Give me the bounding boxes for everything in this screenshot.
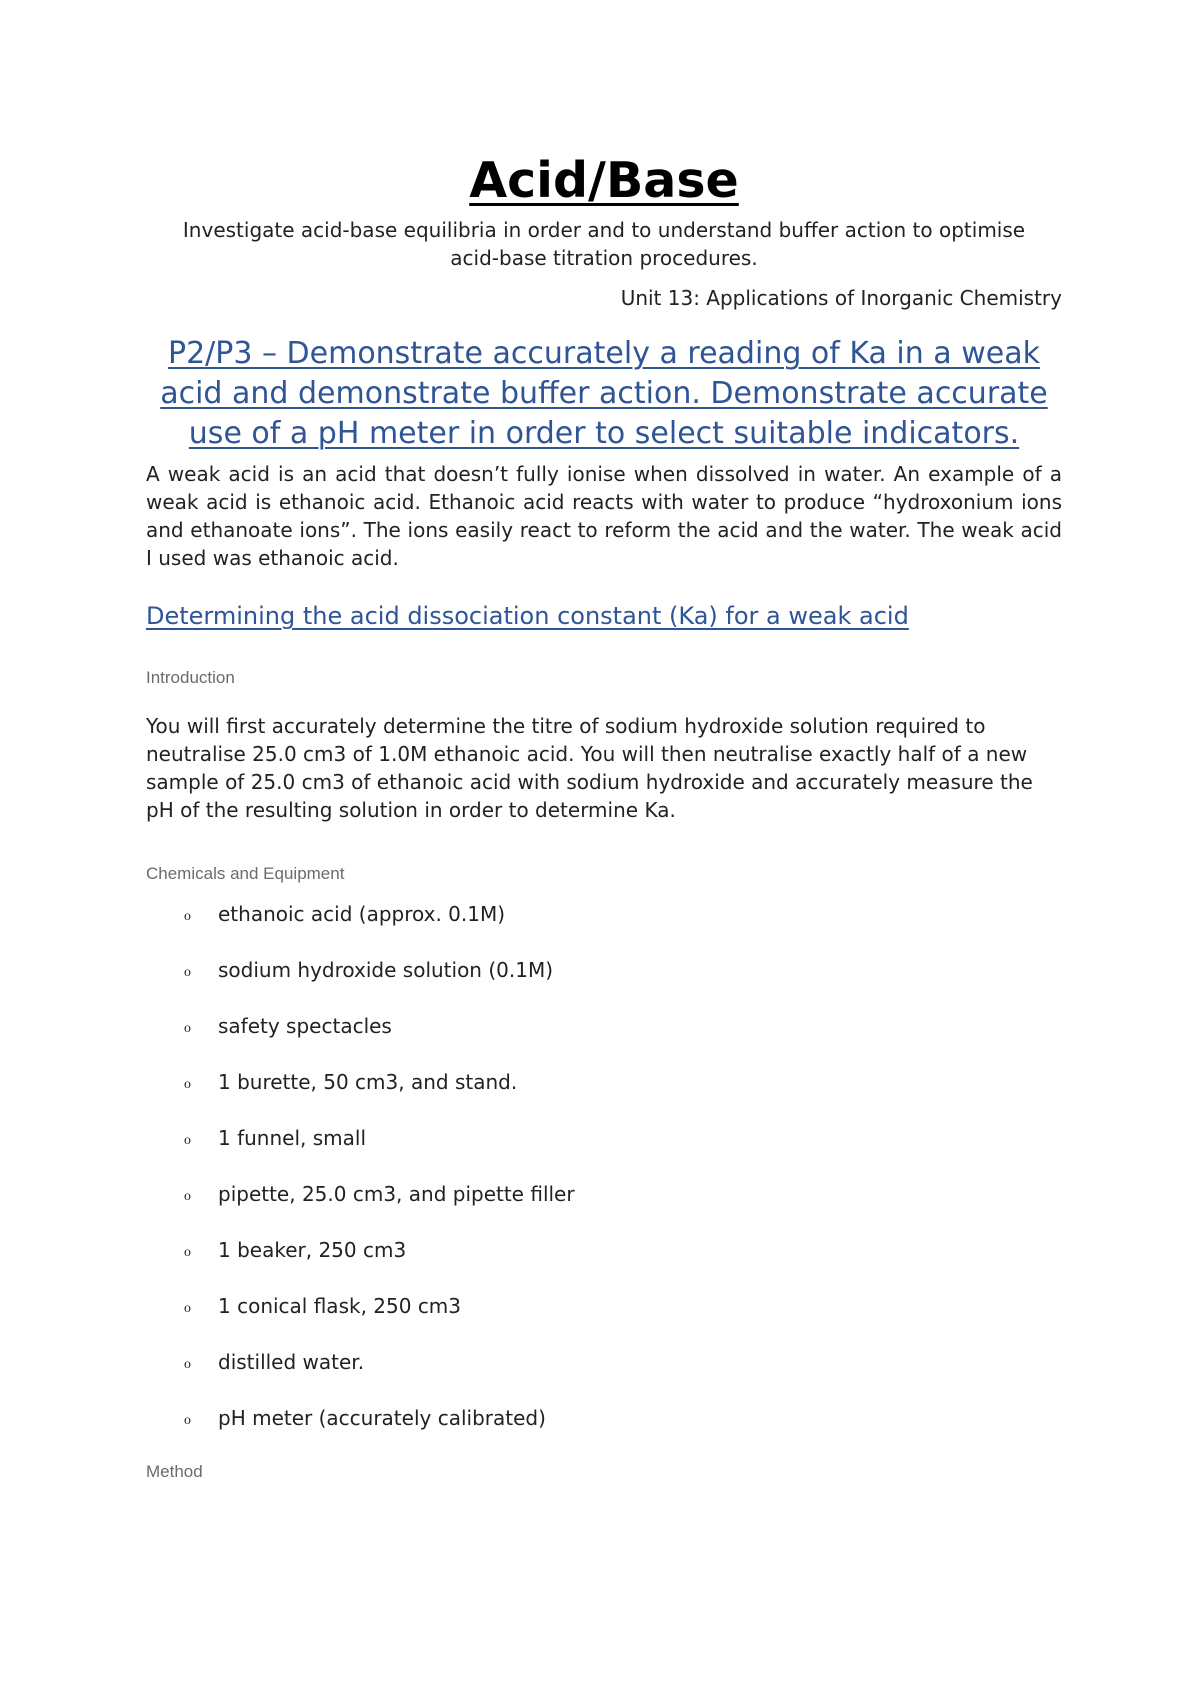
unit-label: Unit 13: Applications of Inorganic Chemistry [620,286,1062,310]
equipment-item [146,1292,1062,1320]
bullet-icon: o [184,965,191,980]
equipment-item [146,1180,1062,1208]
bullet-icon: o [184,1301,191,1316]
equipment-item [146,1404,1062,1432]
equipment-item-label: safety spectacles [218,1014,392,1038]
equipment-item [146,1012,1062,1040]
equipment-list [146,900,1062,1432]
equipment-item [146,900,1062,928]
bullet-icon: o [184,1413,191,1428]
equipment-item [146,1068,1062,1096]
equipment-item-label: pH meter (accurately calibrated) [218,1406,546,1430]
equipment-item-label: 1 funnel, small [218,1126,366,1150]
document-subtitle: Investigate acid-base equilibria in order and to understand buffer action to optimise acid-base titration procedures. [182,218,1026,270]
equipment-label: Chemicals and Equipment [146,864,345,883]
equipment-item-label: sodium hydroxide solution (0.1M) [218,958,554,982]
introduction-text: You will first accurately determine the titre of sodium hydroxide solution required to neutralise 25.0 cm3 of 1.0M ethanoic acid. You will then neutralise exactly half of a new sample of 25.0 cm3 of ethanoic acid with sodium hydroxide and accurately measure the pH of the resulting solution in order to determine Ka. [146,714,1033,822]
equipment-item-label: 1 beaker, 250 cm3 [218,1238,407,1262]
bullet-icon: o [184,909,191,924]
equipment-item-label: 1 burette, 50 cm3, and stand. [218,1070,518,1094]
introduction-label: Introduction [146,668,235,687]
bullet-icon: o [184,1021,191,1036]
equipment-item-label: ethanoic acid (approx. 0.1M) [218,902,506,926]
bullet-icon: o [184,1077,191,1092]
equipment-item-label: 1 conical flask, 250 cm3 [218,1294,462,1318]
bullet-icon: o [184,1189,191,1204]
weak-acid-paragraph: A weak acid is an acid that doesn’t fully ionise when dissolved in water. An example of a weak acid is ethanoic acid. Ethanoic acid reacts with water to produce “hydroxonium ions and ethanoate ions”. The ions easily react to reform the acid and the water. The weak acid I used was ethanoic acid. [146,462,1062,570]
equipment-item [146,1236,1062,1264]
equipment-item [146,956,1062,984]
bullet-icon: o [184,1245,191,1260]
ka-section-heading: Determining the acid dissociation constant (Ka) for a weak acid [146,602,909,630]
bullet-icon: o [184,1133,191,1148]
document-title: Acid/Base [469,152,739,209]
bullet-icon: o [184,1357,191,1372]
equipment-item [146,1124,1062,1152]
equipment-item-label: pipette, 25.0 cm3, and pipette filler [218,1182,575,1206]
main-heading: P2/P3 – Demonstrate accurately a reading of Ka in a weak acid and demonstrate buffer action. Demonstrate accurate use of a pH meter in order to select suitable indicators. [160,336,1048,451]
method-label: Method [146,1462,203,1481]
equipment-item [146,1348,1062,1376]
equipment-item-label: distilled water. [218,1350,365,1374]
